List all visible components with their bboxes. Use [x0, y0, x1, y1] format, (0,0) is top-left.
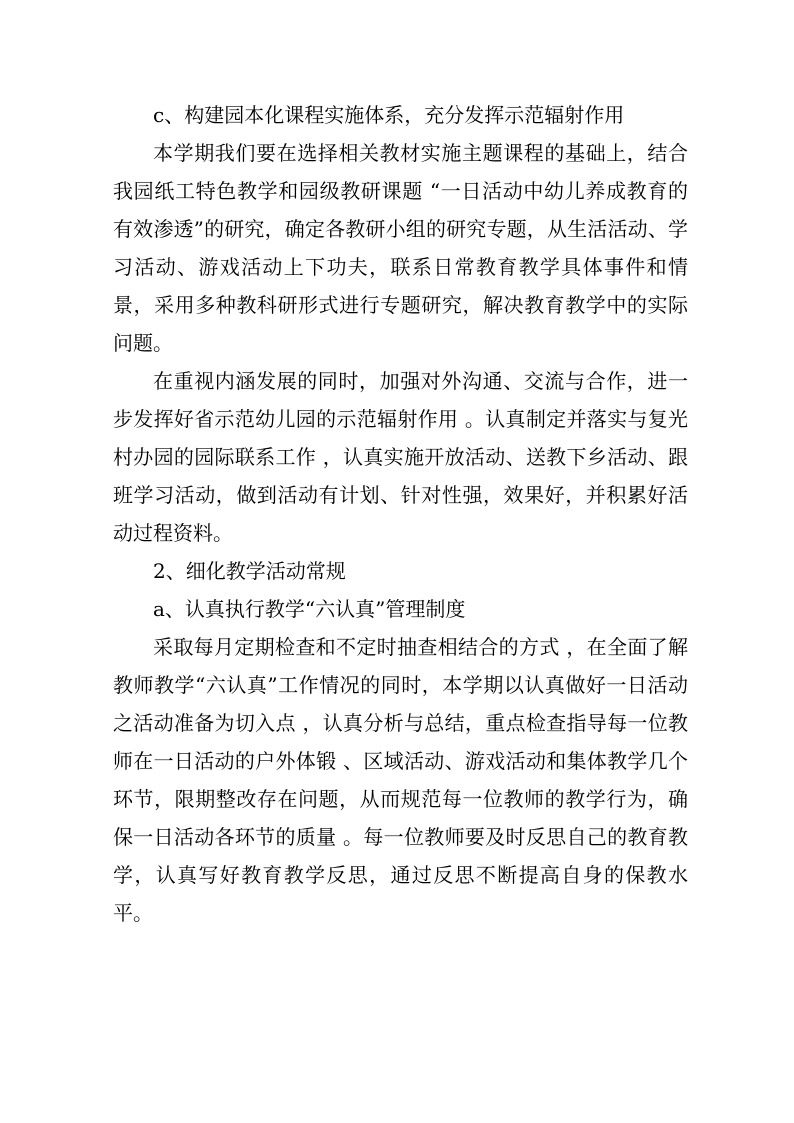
section-heading-a: a、认真执行教学“六认真”管理制度 — [153, 597, 466, 621]
paragraph-curriculum: 本学期我们要在选择相关教材实施主题课程的基础上，结合我园纸工特色教学和园级教研课题 “一日活动中幼儿养成教育的有效渗透”的研究，确定各教研小组的研究专题，从生活活动、学习活动、游戏活动上下功夫，联系日常教育教学具体事件和情景，采用多种教科研形式进行专题研究，解决教育教学中的实际问题。 — [113, 141, 688, 355]
paragraph-inspection: 采取每月定期检查和不定时抽查相结合的方式 ，在全面了解教师教学“六认真”工作情况的同时，本学期以认真做好一日活动之活动准备为切入点 ，认真分析与总结，重点检查指导每一位教师在一日活动的户外体锻 、区域活动、游戏活动和集体教学几个环节，限期整改存在问题，从而规范每一位教师的教学行为，确保一日活动各环节的质量 。每一位教师要及时反思自己的教育教学，认真写好教育教学反思，通过反思不断提高自身的保教水平。 — [113, 635, 688, 925]
paragraph-outreach: 在重视内涵发展的同时，加强对外沟通、交流与合作，进一步发挥好省示范幼儿园的示范辐射作用 。认真制定并落实与复光村办园的园际联系工作 ，认真实施开放活动、送教下乡活动、跟班学习活动，做到活动有计划、针对性强，效果好，并积累好活动过程资料。 — [113, 369, 688, 545]
document-body — [113, 96, 688, 932]
section-heading-c: c、构建园本化课程实施体系，充分发挥示范辐射作用 — [153, 103, 625, 127]
section-heading-2: 2、细化教学活动常规 — [153, 559, 346, 583]
